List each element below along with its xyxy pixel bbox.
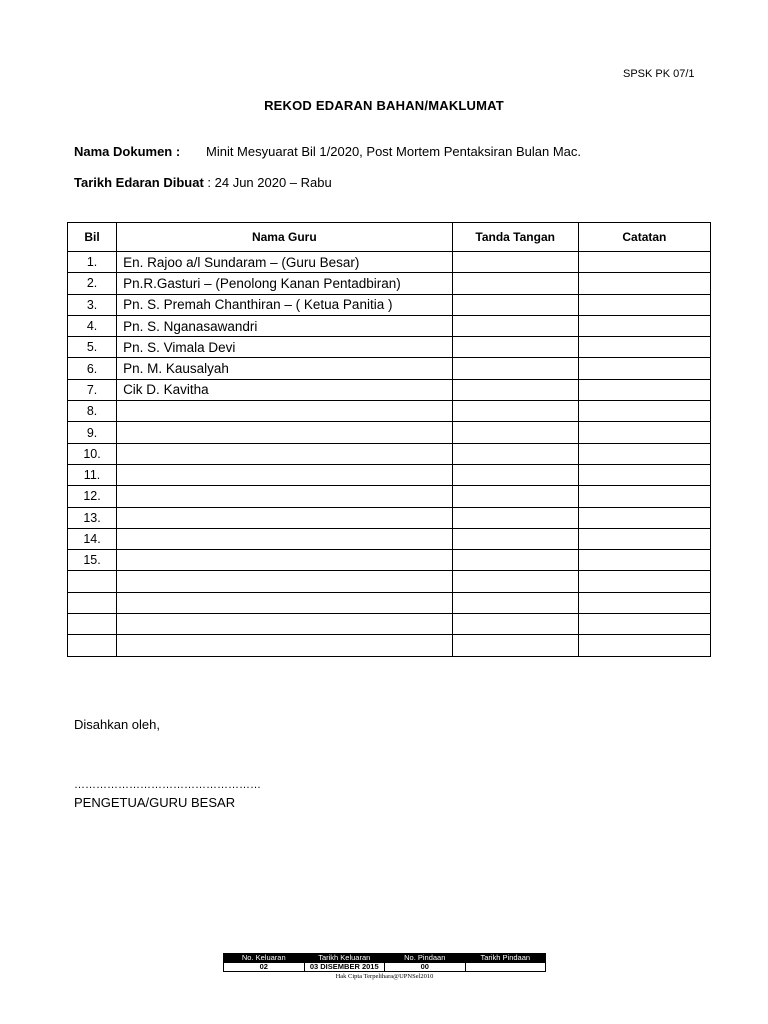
row-catatan	[578, 635, 710, 656]
row-tanda-tangan	[452, 401, 578, 422]
footer-header-row	[224, 954, 546, 963]
table-header-row	[68, 223, 711, 252]
tarikh-edaran-value: : 24 Jun 2020 – Rabu	[203, 175, 332, 190]
nama-dokumen-value: Minit Mesyuarat Bil 1/2020, Post Mortem Pentaksiran Bulan Mac.	[206, 144, 581, 159]
row-tanda-tangan	[452, 273, 578, 294]
row-bil: 2.	[68, 273, 117, 294]
footer-no-keluaran: 02	[224, 963, 305, 972]
row-nama-guru: En. Rajoo a/l Sundaram – (Guru Besar)	[117, 252, 453, 273]
table-row	[68, 464, 711, 485]
document-reference: SPSK PK 07/1	[623, 68, 695, 80]
row-nama-guru: Pn.R.Gasturi – (Penolong Kanan Pentadbiran)	[117, 273, 453, 294]
row-bil: 3.	[68, 294, 117, 315]
row-tanda-tangan	[452, 550, 578, 571]
row-nama-guru	[117, 550, 453, 571]
footer-value-row	[224, 963, 546, 972]
row-nama-guru	[117, 422, 453, 443]
row-tanda-tangan	[452, 507, 578, 528]
row-bil: 12.	[68, 486, 117, 507]
row-bil: 15.	[68, 550, 117, 571]
tarikh-edaran-label: Tarikh Edaran Dibuat	[74, 175, 204, 190]
row-catatan	[578, 401, 710, 422]
table-row	[68, 273, 711, 294]
row-bil: 11.	[68, 464, 117, 485]
row-tanda-tangan	[452, 422, 578, 443]
row-tanda-tangan	[452, 379, 578, 400]
row-nama-guru: Pn. S. Premah Chanthiran – ( Ketua Panitia )	[117, 294, 453, 315]
row-tanda-tangan	[452, 358, 578, 379]
row-nama-guru: Cik D. Kavitha	[117, 379, 453, 400]
header-nama-guru: Nama Guru	[117, 223, 453, 252]
row-catatan	[578, 528, 710, 549]
row-nama-guru	[117, 486, 453, 507]
table-row	[68, 592, 711, 613]
row-catatan	[578, 294, 710, 315]
row-tanda-tangan	[452, 443, 578, 464]
row-catatan	[578, 614, 710, 635]
footer-no-pindaan: 00	[385, 963, 466, 972]
row-nama-guru	[117, 592, 453, 613]
footer-tarikh-keluaran: 03 DISEMBER 2015	[304, 963, 385, 972]
row-bil: 7.	[68, 379, 117, 400]
row-nama-guru: Pn. M. Kausalyah	[117, 358, 453, 379]
row-tanda-tangan	[452, 635, 578, 656]
revision-footer-table	[223, 953, 546, 972]
table-row	[68, 635, 711, 656]
row-bil: 13.	[68, 507, 117, 528]
table-row	[68, 401, 711, 422]
row-catatan	[578, 315, 710, 336]
table-row	[68, 337, 711, 358]
row-bil: 14.	[68, 528, 117, 549]
row-bil: 9.	[68, 422, 117, 443]
row-tanda-tangan	[452, 294, 578, 315]
row-tanda-tangan	[452, 464, 578, 485]
footer-header-tarikh-pindaan: Tarikh Pindaan	[465, 954, 546, 963]
row-tanda-tangan	[452, 614, 578, 635]
row-catatan	[578, 571, 710, 592]
row-catatan	[578, 464, 710, 485]
circulation-table	[67, 222, 711, 657]
header-bil: Bil	[68, 223, 117, 252]
row-catatan	[578, 486, 710, 507]
table-row	[68, 571, 711, 592]
table-row	[68, 315, 711, 336]
table-row	[68, 294, 711, 315]
footer-header-no-pindaan: No. Pindaan	[385, 954, 466, 963]
row-catatan	[578, 507, 710, 528]
row-tanda-tangan	[452, 486, 578, 507]
row-catatan	[578, 379, 710, 400]
row-nama-guru	[117, 401, 453, 422]
row-nama-guru	[117, 614, 453, 635]
table-row	[68, 486, 711, 507]
row-tanda-tangan	[452, 337, 578, 358]
nama-dokumen-line	[74, 144, 581, 159]
row-tanda-tangan	[452, 315, 578, 336]
table-row	[68, 550, 711, 571]
tarikh-edaran-line	[74, 175, 332, 190]
document-title: REKOD EDARAN BAHAN/MAKLUMAT	[264, 98, 504, 113]
table-row	[68, 422, 711, 443]
row-bil	[68, 614, 117, 635]
row-tanda-tangan	[452, 528, 578, 549]
row-nama-guru	[117, 464, 453, 485]
row-tanda-tangan	[452, 571, 578, 592]
row-tanda-tangan	[452, 252, 578, 273]
table-row	[68, 252, 711, 273]
row-nama-guru	[117, 443, 453, 464]
signature-line: ……………………………………………	[74, 779, 261, 791]
footer-header-tarikh-keluaran: Tarikh Keluaran	[304, 954, 385, 963]
row-catatan	[578, 422, 710, 443]
row-catatan	[578, 273, 710, 294]
row-nama-guru: Pn. S. Nganasawandri	[117, 315, 453, 336]
table-row	[68, 528, 711, 549]
row-bil: 5.	[68, 337, 117, 358]
header-tanda-tangan: Tanda Tangan	[452, 223, 578, 252]
row-catatan	[578, 592, 710, 613]
row-catatan	[578, 358, 710, 379]
row-bil	[68, 571, 117, 592]
copyright-notice: Hak Cipta Terpelihara@UPNSel2010	[335, 973, 434, 980]
row-nama-guru: Pn. S. Vimala Devi	[117, 337, 453, 358]
row-bil: 10.	[68, 443, 117, 464]
row-nama-guru	[117, 571, 453, 592]
row-catatan	[578, 443, 710, 464]
footer-tarikh-pindaan	[465, 963, 546, 972]
row-bil: 8.	[68, 401, 117, 422]
nama-dokumen-label: Nama Dokumen :	[74, 144, 181, 159]
header-catatan: Catatan	[578, 223, 710, 252]
row-bil: 4.	[68, 315, 117, 336]
row-catatan	[578, 337, 710, 358]
row-tanda-tangan	[452, 592, 578, 613]
disahkan-label: Disahkan oleh,	[74, 717, 160, 732]
row-catatan	[578, 252, 710, 273]
row-nama-guru	[117, 528, 453, 549]
table-row	[68, 614, 711, 635]
table-row	[68, 507, 711, 528]
row-bil	[68, 635, 117, 656]
table-row	[68, 379, 711, 400]
row-bil: 6.	[68, 358, 117, 379]
row-nama-guru	[117, 635, 453, 656]
row-catatan	[578, 550, 710, 571]
footer-header-no-keluaran: No. Keluaran	[224, 954, 305, 963]
row-bil	[68, 592, 117, 613]
row-nama-guru	[117, 507, 453, 528]
table-row	[68, 443, 711, 464]
signatory-title: PENGETUA/GURU BESAR	[74, 795, 236, 810]
table-row	[68, 358, 711, 379]
row-bil: 1.	[68, 252, 117, 273]
